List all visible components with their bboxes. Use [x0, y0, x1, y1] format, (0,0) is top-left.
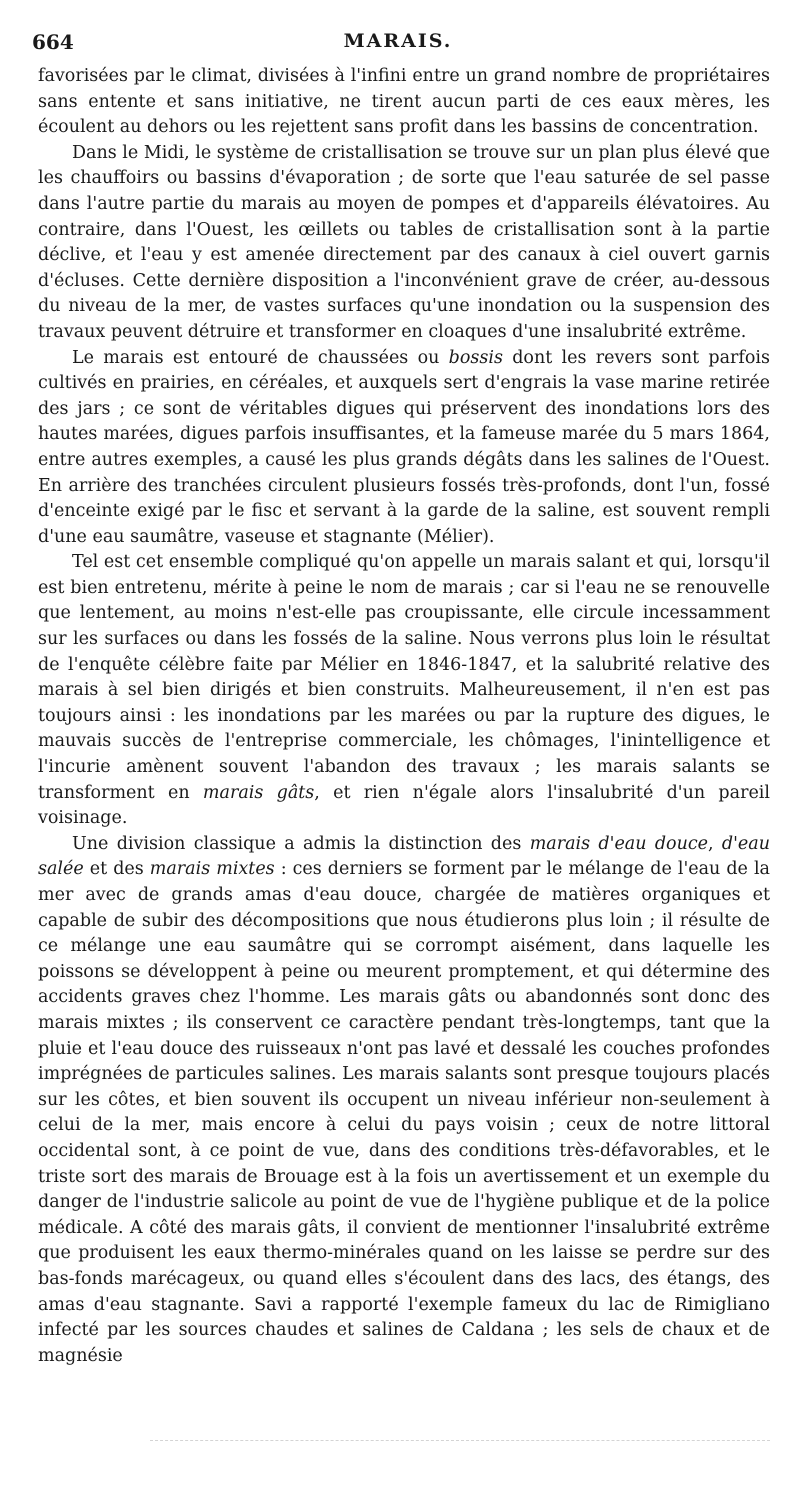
- body-text: [38, 64, 770, 1369]
- italic-term: d'eau salée: [38, 833, 770, 880]
- text-run: et des: [83, 859, 150, 880]
- page-header: [32, 30, 764, 58]
- paragraph: [38, 832, 770, 1369]
- italic-term: marais d'eau douce: [529, 833, 709, 854]
- text-run: Dans le Midi, le système de cristallisation se trouve sur un plan plus élevé que les chauffoirs ou bassins d'évaporation ; de sorte que l'eau saturée de sel passe dans l'autre partie du marais au moyen de pompes et d'appareils élévatoires. Au contraire, dans l'Ouest, les œillets ou tables de cristallisation sont à la partie déclive, et l'eau y est amenée directement par des canaux à ciel ouvert garnis d'écluses. Cette dernière disposition a l'inconvénient grave de créer, au-dessous du niveau de la mer, de vastes surfaces qu'une inondation ou la suspension des travaux peuvent détruire et transformer en cloaques d'une insalubrité extrême.: [38, 142, 770, 342]
- text-run: ,: [708, 833, 722, 854]
- text-run: dont les revers sont parfois cultivés en prairies, en céréales, et auxquels sert d'engrais la vase marine retirée des jars ; ce sont de véritables digues qui préservent des inondations lors des hautes marées, digues parfois insuffisantes, et la fameuse marée du 5 mars 1864, entre autres exemples, a causé les plus grands dégâts dans les salines de l'Ouest. En arrière des tranchées circulent plusieurs fossés très-profonds, dont l'un, fossé d'enceinte exigé par le fisc et servant à la garde de la saline, est souvent rempli d'une eau saumâtre, vaseuse et stagnante (Mélier).: [38, 347, 770, 547]
- text-run: Tel est cet ensemble compliqué qu'on appelle un marais salant et qui, lorsqu'il est bien entretenu, mérite à peine le nom de marais ; car si l'eau ne se renouvelle que lentement, au moins n'est-elle pas croupissante, elle circule incessamment sur les surfaces ou dans les fossés de la saline. Nous verrons plus loin le résultat de l'enquête célèbre faite par Mélier en 1846-1847, et la salubrité relative des marais à sel bien dirigés et bien construits. Malheureusement, il n'en est pas toujours ainsi : les inondations par les marées ou par la rupture des digues, le mauvais succès de l'entreprise commerciale, les chômages, l'inintelligence et l'incurie amènent souvent l'abandon des travaux ; les marais salants se transforment en: [38, 552, 770, 803]
- italic-term: marais gâts: [202, 782, 315, 803]
- paragraph: [38, 346, 770, 551]
- paragraph: [38, 64, 770, 141]
- text-run: favorisées par le climat, divisées à l'infini entre un grand nombre de propriétaires sans entente et sans initiative, ne tirent aucun parti de ces eaux mères, les écoulent au dehors ou les rejettent sans profit dans les bassins de concentration.: [38, 66, 770, 138]
- text-run: Le marais est entouré de chaussées ou: [72, 347, 449, 368]
- text-run: : ces derniers se forment par le mélange de l'eau de la mer avec de grands amas d'eau douce, chargée de matières organiques et capable de subir des décompositions que nous étudierons plus loin ; il résulte de ce mélange une eau saumâtre qui se corrompt aisément, dans laquelle les poissons se développent à peine ou meurent promptement, et qui détermine des accidents graves chez l'homme. Les marais gâts ou abandonnés sont donc des marais mixtes ; ils conservent ce caractère pendant très-longtemps, tant que la pluie et l'eau douce des ruisseaux n'ont pas lavé et dessalé les couches profondes imprégnées de particules salines. Les marais salants sont presque toujours placés sur les côtes, et bien souvent ils occupent un niveau inférieur non-seulement à celui de la mer, mais encore à celui du pays voisin ; ceux de notre littoral occidental sont, à ce point de vue, dans des conditions très-défavorables, et le triste sort des marais de Brouage est à la fois un avertissement et un exemple du danger de l'industrie salicole au point de vue de l'hygiène publique et de la police médicale. A côté des marais gâts, il convient de mentionner l'insalubrité extrême que produisent les eaux thermo-minérales quand on les laisse se perdre sur des bas-fonds marécageux, ou quand elles s'écoulent dans des lacs, des étangs, des amas d'eau stagnante. Savi a rapporté l'exemple fameux du lac de Rimigliano infecté par les sources chaudes et salines de Caldana ; les sels de chaux et de magnésie: [38, 859, 770, 1366]
- italic-term: marais mixtes: [149, 859, 275, 880]
- italic-term: bossis: [448, 347, 503, 368]
- paragraph: [38, 550, 770, 832]
- text-run: , et rien n'égale alors l'insalubrité d'un pareil voisinage.: [38, 782, 770, 829]
- text-run: Une division classique a admis la distinction des: [72, 833, 530, 854]
- page-number: 664: [32, 30, 74, 54]
- running-title: MARAIS.: [343, 30, 453, 52]
- footer-smudge-line: [150, 1440, 770, 1441]
- paragraph: [38, 141, 770, 346]
